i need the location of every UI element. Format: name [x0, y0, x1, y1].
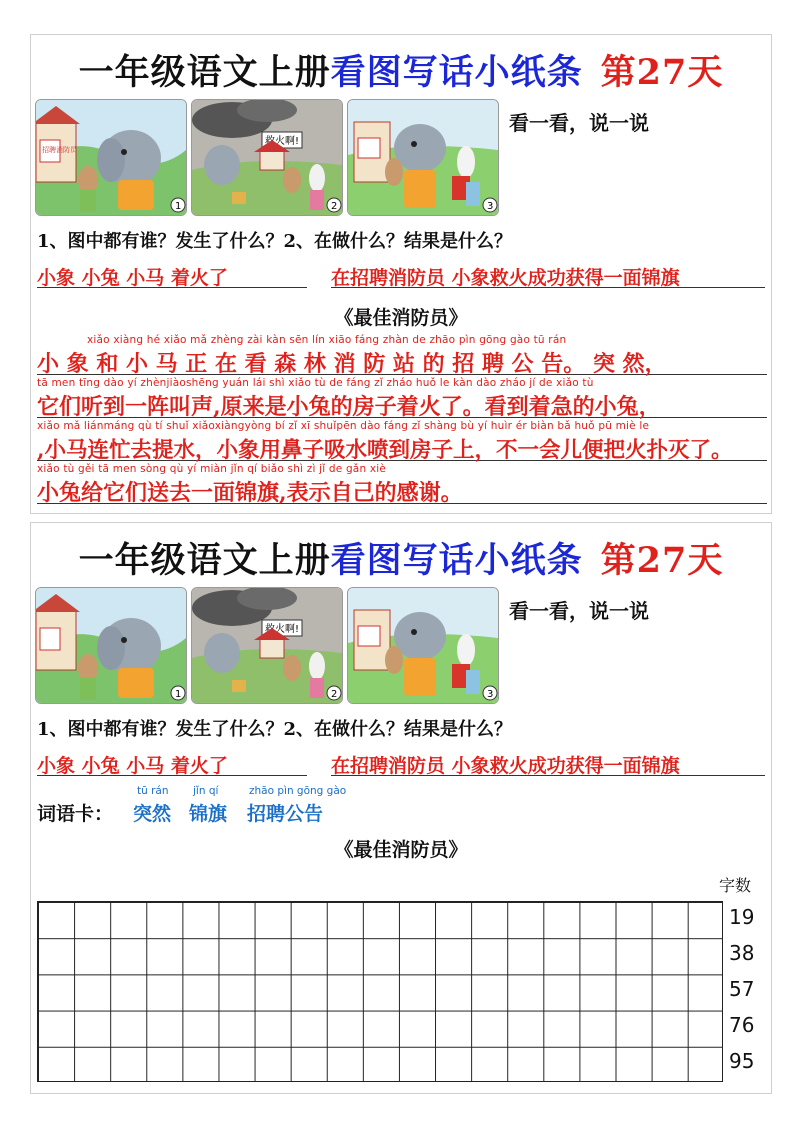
answer-who-what: 小象 小兔 小马 着火了 — [37, 267, 228, 289]
story-line-2-text: 它们听到一阵叫声,原来是小兔的房子着火了。看到着急的小兔， — [37, 394, 661, 420]
answer-who-what: 小象 小兔 小马 着火了 — [37, 755, 228, 777]
vocab-word-2-pinyin: jǐn qí — [193, 785, 219, 797]
picture-1 — [35, 587, 187, 704]
vocab-word-3-pinyin: zhāo pìn gōng gào — [249, 785, 347, 797]
word-count-row-5: 95 — [729, 1049, 755, 1073]
answer-doing-result: 在招聘消防员 小象救火成功获得一面锦旗 — [331, 267, 680, 289]
vocab-word-3: 招聘公告 — [247, 803, 324, 825]
guiding-question: 1、图中都有谁？发生了什么？2、在做什么？结果是什么？ — [37, 231, 513, 252]
picture-2 — [191, 99, 343, 216]
worksheet-card-example — [30, 34, 772, 514]
vocabulary-label: 词语卡： — [37, 803, 114, 825]
title-part-2: 看图写话小纸条 — [330, 540, 583, 581]
picture-number-3: 3 — [487, 201, 494, 212]
story-line-1-pinyin: xiǎo xiàng hé xiǎo mǎ zhèng zài kàn sēn lín xiāo fáng zhàn de zhāo pìn gōng gào tū rán — [87, 334, 567, 346]
word-count-row-3: 57 — [729, 977, 755, 1001]
picture-number-1: 1 — [175, 201, 182, 212]
picture-3 — [347, 99, 499, 216]
worksheet-card-practice — [30, 522, 772, 1094]
story-line-4-text: 小兔给它们送去一面锦旗,表示自己的感谢。 — [37, 480, 463, 506]
word-count-label: 字数 — [719, 876, 752, 895]
story-line-4 — [37, 463, 767, 504]
story-line-3-pinyin: xiǎo mǎ liánmáng qù tí shuǐ xiǎoxiàngyòng bí zǐ xī shuǐpēn dào fáng zǐ shàng bù yí huìr ér biàn bǎ huǒ pū miè le — [37, 420, 650, 432]
picture-number-1: 1 — [175, 689, 182, 700]
picture-number-2: 2 — [331, 201, 338, 212]
vocab-word-2: 锦旗 — [189, 803, 228, 825]
look-and-say-label: 看一看，说一说 — [509, 599, 649, 623]
title-part-1: 一年级语文上册 — [78, 540, 331, 581]
story-line-1 — [37, 334, 767, 375]
word-count-row-1: 19 — [729, 905, 755, 929]
look-and-say-label: 看一看，说一说 — [509, 111, 649, 135]
writing-grid[interactable] — [37, 901, 723, 1082]
picture-number-2: 2 — [331, 689, 338, 700]
story-line-1-text: 小 象 和 小 马 正 在 看 森 林 消 防 站 的 招 聘 公 告。 突 然， — [37, 351, 667, 377]
title-day: 第27天 — [600, 52, 724, 93]
title-day: 第27天 — [600, 540, 724, 581]
essay-title: 《最佳消防员》 — [334, 307, 468, 329]
picture-1 — [35, 99, 187, 216]
page-title-2 — [31, 533, 771, 583]
title-part-1: 一年级语文上册 — [78, 52, 331, 93]
vocabulary-card — [37, 785, 537, 829]
page-title — [31, 45, 771, 95]
speech-bubble-text: 救火啊! — [265, 624, 300, 635]
essay-title: 《最佳消防员》 — [334, 839, 468, 861]
speech-bubble-text: 救火啊! — [265, 136, 300, 147]
story-line-2-pinyin: tā men tīng dào yí zhènjiàoshēng yuán lái shì xiǎo tù de fáng zǐ zháo huǒ le kàn dào zháo jí de xiǎo tù — [37, 377, 594, 389]
story-line-3 — [37, 420, 767, 461]
vocab-word-1-pinyin: tū rán — [137, 785, 169, 797]
vocab-word-1: 突然 — [133, 803, 172, 825]
word-count-row-2: 38 — [729, 941, 755, 965]
title-part-2: 看图写话小纸条 — [330, 52, 583, 93]
picture-number-3: 3 — [487, 689, 494, 700]
sign-text: 招聘消防员 — [42, 146, 77, 154]
story-line-3-text: ,小马连忙去提水，小象用鼻子吸水喷到房子上，不一会儿便把火扑灭了。 — [37, 438, 733, 463]
picture-3 — [347, 587, 499, 704]
word-count-markers — [725, 901, 769, 1082]
story-line-2 — [37, 377, 767, 418]
word-count-row-4: 76 — [729, 1013, 755, 1037]
answer-doing-result: 在招聘消防员 小象救火成功获得一面锦旗 — [331, 755, 680, 777]
guiding-question: 1、图中都有谁？发生了什么？2、在做什么？结果是什么？ — [37, 719, 513, 740]
story-line-4-pinyin: xiǎo tù gěi tā men sòng qù yí miàn jǐn qí biǎo shì zì jǐ de gǎn xiè — [37, 463, 387, 475]
picture-2 — [191, 587, 343, 704]
